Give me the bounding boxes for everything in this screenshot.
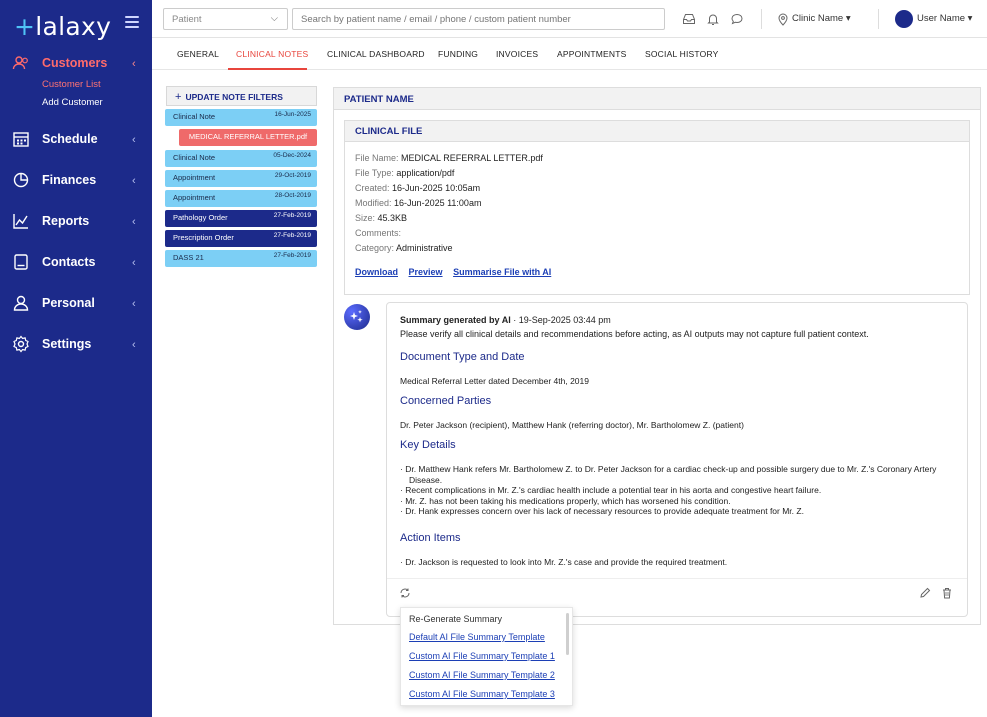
chevron-down-icon: ⌵ [270, 13, 278, 24]
note-label: Appointment [173, 193, 216, 202]
active-tab-indicator [228, 68, 307, 70]
sidebar-item-customers[interactable] [0, 52, 152, 76]
plus-icon: + [175, 91, 182, 103]
note-label: Prescription Order [173, 233, 234, 242]
tab-general[interactable]: GENERAL [177, 49, 220, 59]
note-item[interactable] [165, 170, 317, 187]
patient-select-value: Patient [172, 14, 202, 25]
sidebar-item-label: Reports [42, 214, 90, 228]
sidebar-item-label: Personal [42, 296, 95, 310]
modified-field: Modified: 16-Jun-2025 11:00am [355, 198, 482, 208]
finances-icon [12, 171, 30, 189]
dropdown-title: Re-Generate Summary [409, 614, 503, 624]
dropdown-option[interactable]: Custom AI File Summary Template 1 [409, 651, 555, 661]
note-date: 05-Dec-2024 [273, 152, 311, 159]
top-bar [152, 0, 987, 38]
list-item: · Recent complications in Mr. Z.'s cardiac health include a potential tear in his aorta and congestive heart failure. [400, 485, 822, 495]
note-item[interactable] [165, 250, 317, 267]
note-date: 27-Feb-2019 [273, 212, 311, 219]
list-item: · Dr. Matthew Hank refers Mr. Bartholomew Z. to Dr. Peter Jackson for a cardiac check-up and possible surgery due to Mr. Z.'s Coronary Artery Disease. [400, 464, 937, 485]
sidebar-item-schedule[interactable] [0, 128, 152, 152]
section-heading: Action Items [400, 532, 461, 544]
customers-icon [12, 54, 30, 72]
patient-search-input[interactable] [292, 8, 665, 30]
inbox-icon[interactable] [682, 12, 696, 26]
bell-icon[interactable] [706, 12, 720, 26]
created-field: Created: 16-Jun-2025 10:05am [355, 183, 481, 193]
note-item[interactable] [165, 190, 317, 207]
note-item[interactable] [165, 210, 317, 227]
halaxy-logo[interactable]: +lalaxy [14, 12, 112, 41]
divider [878, 9, 879, 29]
sidebar-item-reports[interactable] [0, 210, 152, 234]
contacts-icon [12, 253, 30, 271]
sidebar-item-label: Schedule [42, 132, 98, 146]
chevron-left-icon: ‹ [132, 257, 136, 269]
summary-header: Summary generated by AI · 19-Sep-2025 03:44 pm [400, 315, 611, 325]
chevron-left-icon: ‹ [132, 298, 136, 310]
scrollbar[interactable] [566, 613, 569, 655]
note-date: 16-Jun-2025 [274, 111, 311, 118]
user-menu[interactable]: User Name ▾ [917, 13, 973, 24]
note-date: 27-Feb-2019 [273, 232, 311, 239]
file-type-field: File Type: application/pdf [355, 168, 455, 178]
sidebar-item-personal[interactable] [0, 292, 152, 316]
tab-funding[interactable]: FUNDING [438, 49, 479, 59]
note-label: Pathology Order [173, 213, 228, 222]
note-label: Clinical Note [173, 112, 216, 121]
key-details-list [400, 464, 960, 517]
list-item: · Dr. Hank expresses concern over his lack of necessary resources to provide adequate treatment for Mr. Z. [400, 506, 804, 516]
patient-select[interactable] [163, 8, 288, 30]
regenerate-summary-dropdown [400, 607, 573, 706]
section-heading: Concerned Parties [400, 395, 492, 407]
note-item-selected[interactable] [179, 129, 317, 146]
sidebar-item-label: Settings [42, 337, 92, 351]
clinical-file-card [344, 120, 970, 295]
file-name-field: File Name: MEDICAL REFERRAL LETTER.pdf [355, 153, 543, 163]
sidebar [0, 0, 152, 717]
action-items-list [400, 557, 960, 568]
calendar-icon [12, 130, 30, 148]
reports-chart-icon [12, 212, 30, 230]
sidebar-item-label: Finances [42, 173, 97, 187]
note-label: DASS 21 [173, 253, 204, 262]
summarise-ai-link[interactable]: Summarise File with AI [453, 267, 552, 277]
category-field: Category: Administrative [355, 243, 453, 253]
chevron-left-icon: ‹ [132, 175, 136, 187]
menu-toggle-icon[interactable] [125, 16, 139, 28]
sidebar-item-finances[interactable] [0, 169, 152, 193]
divider [761, 9, 762, 29]
regenerate-icon[interactable] [399, 587, 411, 599]
button-label: UPDATE NOTE FILTERS [185, 92, 283, 102]
tab-clinical-dashboard[interactable]: CLINICAL DASHBOARD [327, 49, 425, 59]
dropdown-option[interactable]: Custom AI File Summary Template 3 [409, 689, 555, 699]
section-text: Medical Referral Letter dated December 4th, 2019 [400, 376, 589, 386]
patient-name-header: PATIENT NAME [334, 88, 980, 110]
note-label: Clinical Note [173, 153, 216, 162]
person-icon [12, 294, 30, 312]
divider [387, 578, 967, 579]
location-pin-icon [776, 12, 790, 26]
size-field: Size: 45.3KB [355, 213, 408, 223]
avatar[interactable] [895, 10, 913, 28]
sidebar-sub-customer-list[interactable]: Customer List [42, 79, 101, 90]
download-link[interactable]: Download [355, 267, 398, 277]
note-item[interactable] [165, 150, 317, 167]
tab-invoices[interactable]: INVOICES [496, 49, 539, 59]
clinic-selector[interactable]: Clinic Name ▾ [792, 13, 851, 24]
section-heading: Document Type and Date [400, 351, 525, 363]
sidebar-item-contacts[interactable] [0, 251, 152, 275]
gear-icon [12, 335, 30, 353]
pencil-icon[interactable] [919, 587, 931, 599]
sidebar-item-label: Contacts [42, 255, 96, 269]
ai-summary-card [386, 302, 968, 617]
dropdown-option[interactable]: Custom AI File Summary Template 2 [409, 670, 555, 680]
summary-disclaimer: Please verify all clinical details and recommendations before acting, as AI outputs may not capture full patient context. [400, 329, 869, 339]
sidebar-item-settings[interactable] [0, 333, 152, 357]
trash-icon[interactable] [941, 587, 953, 599]
note-item[interactable] [165, 230, 317, 247]
chevron-left-icon: ‹ [132, 216, 136, 228]
note-label: Appointment [173, 173, 216, 182]
section-text: Dr. Peter Jackson (recipient), Matthew Hank (referring doctor), Mr. Bartholomew Z. (patient) [400, 420, 744, 430]
note-date: 28-Oct-2019 [274, 192, 311, 199]
ai-sparkle-icon [344, 304, 370, 330]
chevron-left-icon: ‹ [132, 58, 136, 70]
tab-appointments[interactable]: APPOINTMENTS [557, 49, 627, 59]
clinical-file-title: CLINICAL FILE [345, 121, 969, 142]
section-heading: Key Details [400, 439, 456, 451]
chevron-left-icon: ‹ [132, 339, 136, 351]
list-item: · Mr. Z. has not been taking his medications properly, which has worsened his condition. [400, 495, 731, 506]
update-note-filters-button[interactable] [166, 86, 317, 106]
sidebar-item-label: Customers [42, 56, 108, 70]
sidebar-sub-add-customer[interactable]: Add Customer [42, 97, 103, 108]
file-actions [355, 267, 559, 277]
chat-icon[interactable] [730, 12, 744, 26]
note-item[interactable] [165, 109, 317, 126]
comments-field: Comments: [355, 228, 402, 238]
tab-social-history[interactable]: SOCIAL HISTORY [645, 49, 719, 59]
list-item: · Dr. Jackson is requested to look into Mr. Z.'s case and provide the required treatment. [400, 557, 728, 567]
note-date: 29-Oct-2019 [274, 172, 311, 179]
note-date: 27-Feb-2019 [273, 252, 311, 259]
note-label: MEDICAL REFERRAL LETTER.pdf [188, 132, 308, 141]
chevron-left-icon: ‹ [132, 134, 136, 146]
dropdown-option[interactable]: Default AI File Summary Template [409, 632, 545, 642]
patient-tabs [152, 38, 987, 70]
tab-clinical-notes[interactable]: CLINICAL NOTES [236, 49, 309, 59]
preview-link[interactable]: Preview [408, 267, 443, 277]
